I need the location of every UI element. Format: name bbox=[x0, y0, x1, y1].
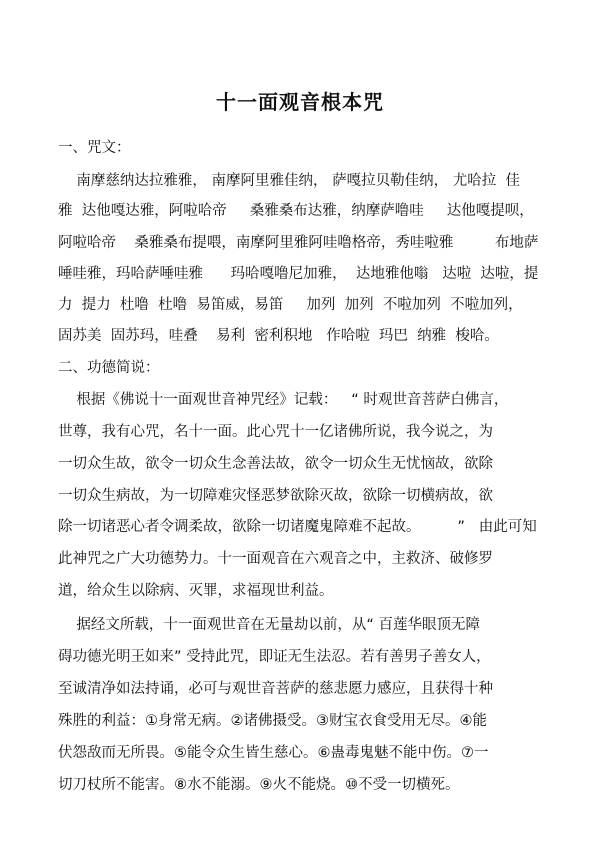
body-line: 至诚清净如法持诵，必可与观世音菩萨的慈悲愿力感应，且获得十种 bbox=[58, 681, 493, 697]
section-heading: 一、咒文： bbox=[58, 140, 131, 156]
mantra-line: 固苏美 固苏玛，哇叠 易利 密利积地 作哈啦 玛巴 纳雅 梭哈。 bbox=[58, 328, 499, 344]
mantra-line: 唾哇雅，玛哈萨唾哇雅 玛哈嘎噜尼加雅， 达地雅他嗡 达啦 达啦，提 bbox=[58, 266, 539, 282]
body-line: 一切众生病故，为一切障难灾怪恶梦欲除灭故，欲除一切横病故，欲 bbox=[58, 488, 493, 504]
body-line: 伏怨敌而无所畏。⑤能令众生皆生慈心。⑥蛊毒鬼魅不能中伤。⑦一 bbox=[58, 745, 489, 761]
body-line: 切刀杖所不能害。⑧水不能溺。⑨火不能烧。⑩不受一切横死。 bbox=[58, 777, 460, 793]
section-heading: 二、功德简说： bbox=[58, 360, 160, 376]
body-line: 此神咒之广大功德势力。十一面观音在六观音之中，主救济、破修罗 bbox=[58, 551, 493, 567]
body-line: 道，给众生以除病、灭罪，求福现世利益。 bbox=[58, 583, 334, 599]
body-line: 据经文所载，十一面观世音在无量劫以前，从“ 百莲华眼顶无障 bbox=[58, 617, 481, 633]
mantra-line: 力 提力 杜噜 杜噜 易笛威，易笛 加列 加列 不啦加列 不啦加列， bbox=[58, 297, 523, 313]
mantra-line: 阿啦哈帝 桑雅桑布提喂，南摩阿里雅阿哇噜格帝，秀哇啦雅 布地萨 bbox=[58, 235, 539, 251]
page-title: 十一面观音根本咒 bbox=[216, 90, 384, 114]
body-line: 碍功德光明王如来” 受持此咒，即证无生法忍。若有善男子善女人， bbox=[58, 649, 491, 665]
body-line: 根据《佛说十一面观世音神咒经》记载： “ 时观世音菩萨白佛言， bbox=[58, 392, 509, 408]
body-line: 殊胜的利益：①身常无病。②诸佛摄受。③财宝衣食受用无尽。④能 bbox=[58, 713, 487, 729]
mantra-line: 南摩慈纳达拉雅雅， 南摩阿里雅佳纳， 萨嘎拉贝勒佳纳， 尤哈拉 佳 bbox=[58, 173, 520, 189]
body-line: 世尊，我有心咒，名十一面。此心咒十一亿诸佛所说，我今说之，为 bbox=[58, 424, 493, 440]
body-line: 一切众生故，欲令一切众生念善法故，欲令一切众生无忧恼故，欲除 bbox=[58, 456, 493, 472]
mantra-line: 雅 达他嘎达雅，阿啦哈帝 桑雅桑布达雅，纳摩萨噜哇 达他嘎提呗， bbox=[58, 203, 534, 219]
body-line: 除一切诸恶心者令调柔故，欲除一切诸魔鬼障难不起故。 ” 由此可知 bbox=[58, 519, 537, 535]
